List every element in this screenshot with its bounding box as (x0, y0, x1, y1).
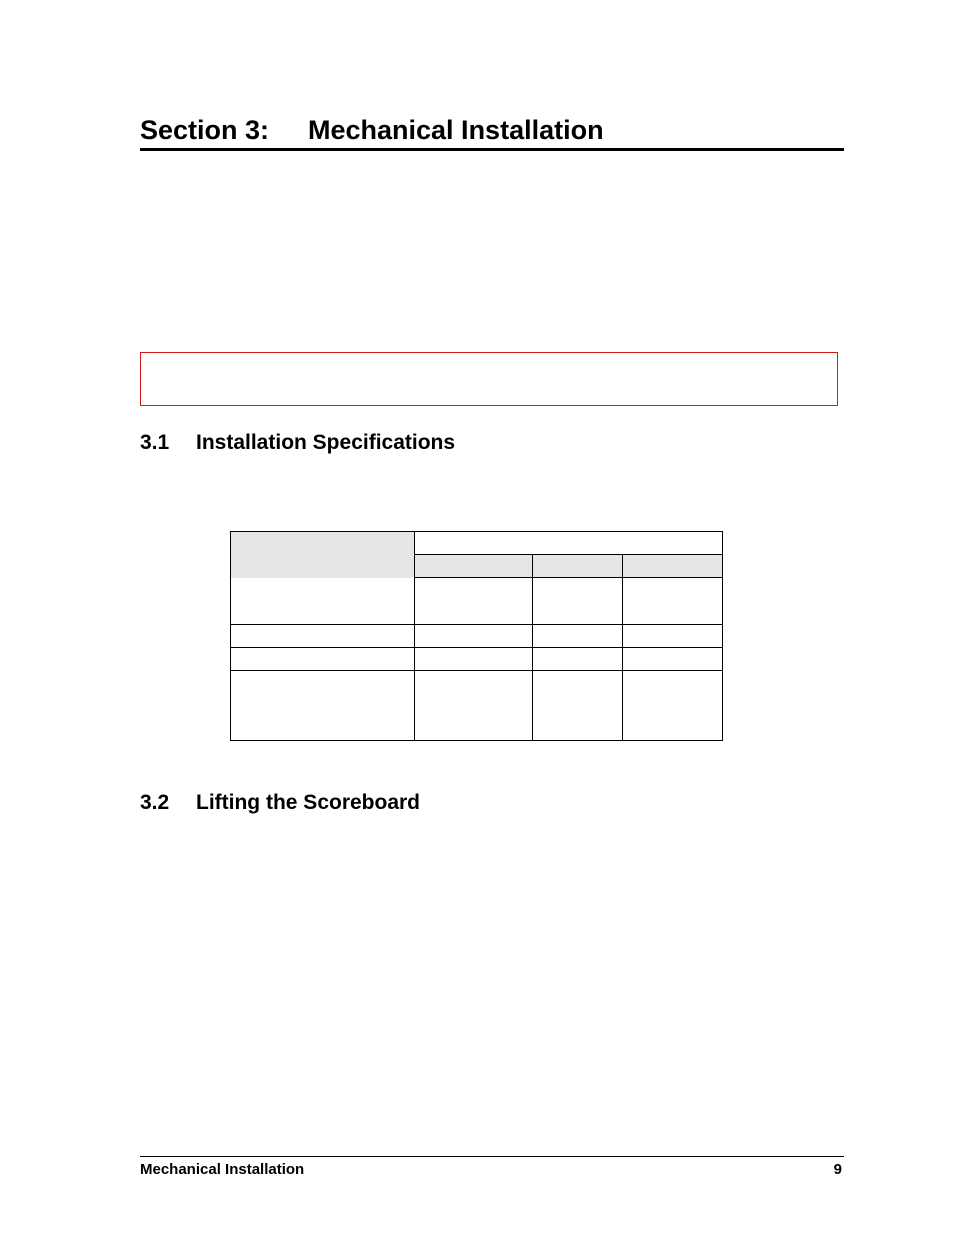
subsection-number: 3.2 (140, 791, 170, 814)
table-cell (415, 625, 533, 648)
table-subheader-cell (623, 555, 723, 578)
table-row (231, 578, 723, 625)
table-subheader-cell (415, 555, 533, 578)
footer-page-number: 9 (833, 1161, 842, 1178)
table-cell (623, 625, 723, 648)
subsection-title: Installation Specifications (196, 431, 456, 454)
table-cell (533, 578, 623, 625)
footer-title: Mechanical Installation (140, 1161, 305, 1178)
section-heading (140, 112, 844, 151)
table-cell (231, 648, 415, 671)
table-cell (623, 578, 723, 625)
table-cell (415, 648, 533, 671)
subsection-title: Lifting the Scoreboard (196, 791, 421, 814)
table-subheader-cell (533, 555, 623, 578)
subsection-heading-installation-specifications (140, 430, 455, 456)
table-row (231, 671, 723, 741)
notice-box (140, 352, 838, 406)
installation-specifications-table (230, 531, 723, 741)
subsection-heading-lifting-the-scoreboard (140, 790, 420, 816)
footer-divider (140, 1156, 844, 1157)
table-cell (415, 578, 533, 625)
table-header-cell (231, 532, 415, 578)
table-row (231, 648, 723, 671)
table-header-cell (415, 532, 723, 555)
table-cell (623, 671, 723, 741)
table-row (231, 625, 723, 648)
table-cell (533, 671, 623, 741)
table-cell (231, 625, 415, 648)
table-cell (533, 625, 623, 648)
section-number: Section 3: (140, 115, 270, 145)
table-cell (415, 671, 533, 741)
table-cell (623, 648, 723, 671)
subsection-number: 3.1 (140, 431, 170, 454)
table-cell (533, 648, 623, 671)
table-cell (231, 671, 415, 741)
table-cell (231, 578, 415, 625)
table-header-row (231, 532, 723, 555)
section-title: Mechanical Installation (308, 115, 604, 145)
